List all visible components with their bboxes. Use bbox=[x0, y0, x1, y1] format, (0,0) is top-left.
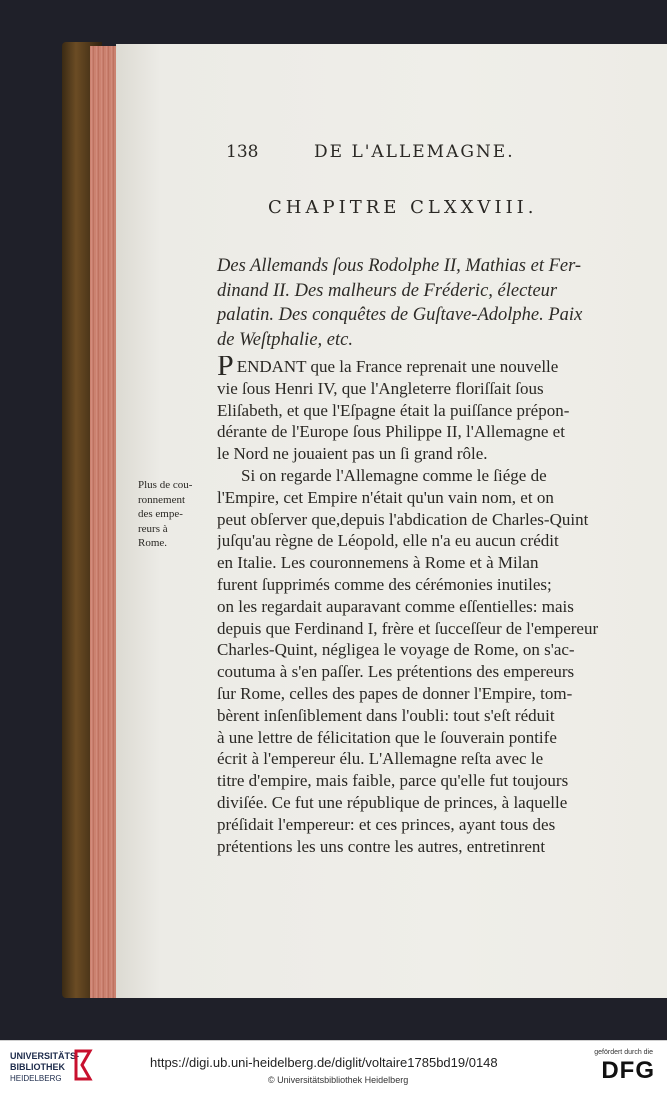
body-line: le Nord ne jouaient pas un ſi grand rôle. bbox=[217, 444, 488, 464]
drop-cap: P bbox=[217, 356, 234, 378]
subtitle-line: Des Allemands ſous Rodolphe II, Mathias et Fer- bbox=[217, 256, 582, 276]
subtitle-line: dinand II. Des malheurs de Fréderic, électeur bbox=[217, 280, 558, 301]
body-line: à une lettre de félicitation que le ſouverain pontife bbox=[217, 727, 557, 747]
permalink-url[interactable]: https://digi.ub.uni-heidelberg.de/diglit/voltaire1785bd19/0148 bbox=[150, 1055, 498, 1070]
body-line: juſqu'au règne de Léopold, elle n'a eu aucun crédit bbox=[217, 531, 559, 551]
body-line: peut obſerver que,depuis l'abdication de Charles-Quint bbox=[217, 509, 589, 529]
body-line: Si on regarde l'Allemagne comme le ſiége de bbox=[241, 465, 547, 485]
page-number: 138 bbox=[226, 142, 259, 162]
subtitle-line: de Weſtphalie, etc. bbox=[217, 329, 353, 350]
funding-note: gefördert durch die bbox=[594, 1049, 653, 1056]
body-line: dérante de l'Europe ſous Philippe II, l'Allemagne et bbox=[217, 422, 565, 442]
chapter-subtitle bbox=[217, 254, 617, 352]
body-line: depuis que Ferdinand I, frère et ſucceſſeur de l'empereur bbox=[217, 618, 599, 638]
margin-note-line: ronnement bbox=[138, 493, 186, 506]
body-line: PENDANT que la France reprenait une nouvelle bbox=[217, 356, 559, 378]
subtitle-line: palatin. Des conquêtes de Guſtave-Adolphe. Paix bbox=[217, 305, 583, 325]
library-name-line: BIBLIOTHEK bbox=[10, 1062, 65, 1072]
body-line: diviſée. Ce fut une république de princes, à laquelle bbox=[217, 792, 568, 812]
library-name-line: UNIVERSITÄTS- bbox=[10, 1051, 80, 1061]
library-logo[interactable] bbox=[10, 1051, 130, 1084]
viewer-footer bbox=[0, 1040, 667, 1093]
body-line: furent ſupprimés comme des cérémonies inutiles; bbox=[217, 574, 552, 594]
margin-note bbox=[138, 478, 218, 551]
library-emblem-icon bbox=[72, 1049, 94, 1083]
running-title: DE L'ALLEMAGNE. bbox=[314, 142, 515, 162]
margin-note-line: des empe- bbox=[138, 508, 183, 520]
margin-note-line: reurs à bbox=[138, 522, 168, 535]
body-line: Eliſabeth, et que l'Eſpagne était la puiſſance prépon- bbox=[217, 400, 570, 420]
library-city: HEIDELBERG bbox=[10, 1074, 62, 1083]
body-line: Charles-Quint, négligea le voyage de Rome, on s'ac- bbox=[217, 640, 575, 660]
margin-note-line: Plus de cou- bbox=[138, 479, 193, 491]
dfg-logo[interactable]: DFG bbox=[601, 1057, 655, 1084]
body-line: coutuma à s'en paſſer. Les prétentions des empereurs bbox=[217, 662, 575, 682]
body-line: prétentions les uns contre les autres, entretinrent bbox=[217, 836, 546, 856]
body-line: en Italie. Les couronnemens à Rome et à Milan bbox=[217, 553, 539, 573]
body-line: préſidait l'empereur: et ces princes, ayant tous des bbox=[217, 814, 556, 834]
copyright-text: © Universitätsbibliothek Heidelberg bbox=[268, 1075, 409, 1085]
body-line: on les regardait auparavant comme eſſentielles: mais bbox=[217, 596, 574, 616]
body-text bbox=[217, 356, 617, 857]
body-line: bèrent inſenſiblement dans l'oubli: tout s'eſt réduit bbox=[217, 705, 555, 725]
body-line: l'Empire, cet Empire n'était qu'un vain nom, et on bbox=[217, 487, 554, 507]
body-line: vie ſous Henri IV, que l'Angleterre floriſſait ſous bbox=[217, 378, 544, 398]
body-line: ſur Rome, celles des papes de donner l'Empire, tom- bbox=[217, 683, 573, 703]
body-line: titre d'empire, mais faible, parce qu'elle fut toujours bbox=[217, 771, 569, 791]
body-line: écrit à l'empereur élu. L'Allemagne reſta avec le bbox=[217, 749, 544, 769]
margin-note-line: Rome. bbox=[138, 537, 168, 549]
chapter-title: CHAPITRE CLXXVIII. bbox=[268, 197, 538, 218]
